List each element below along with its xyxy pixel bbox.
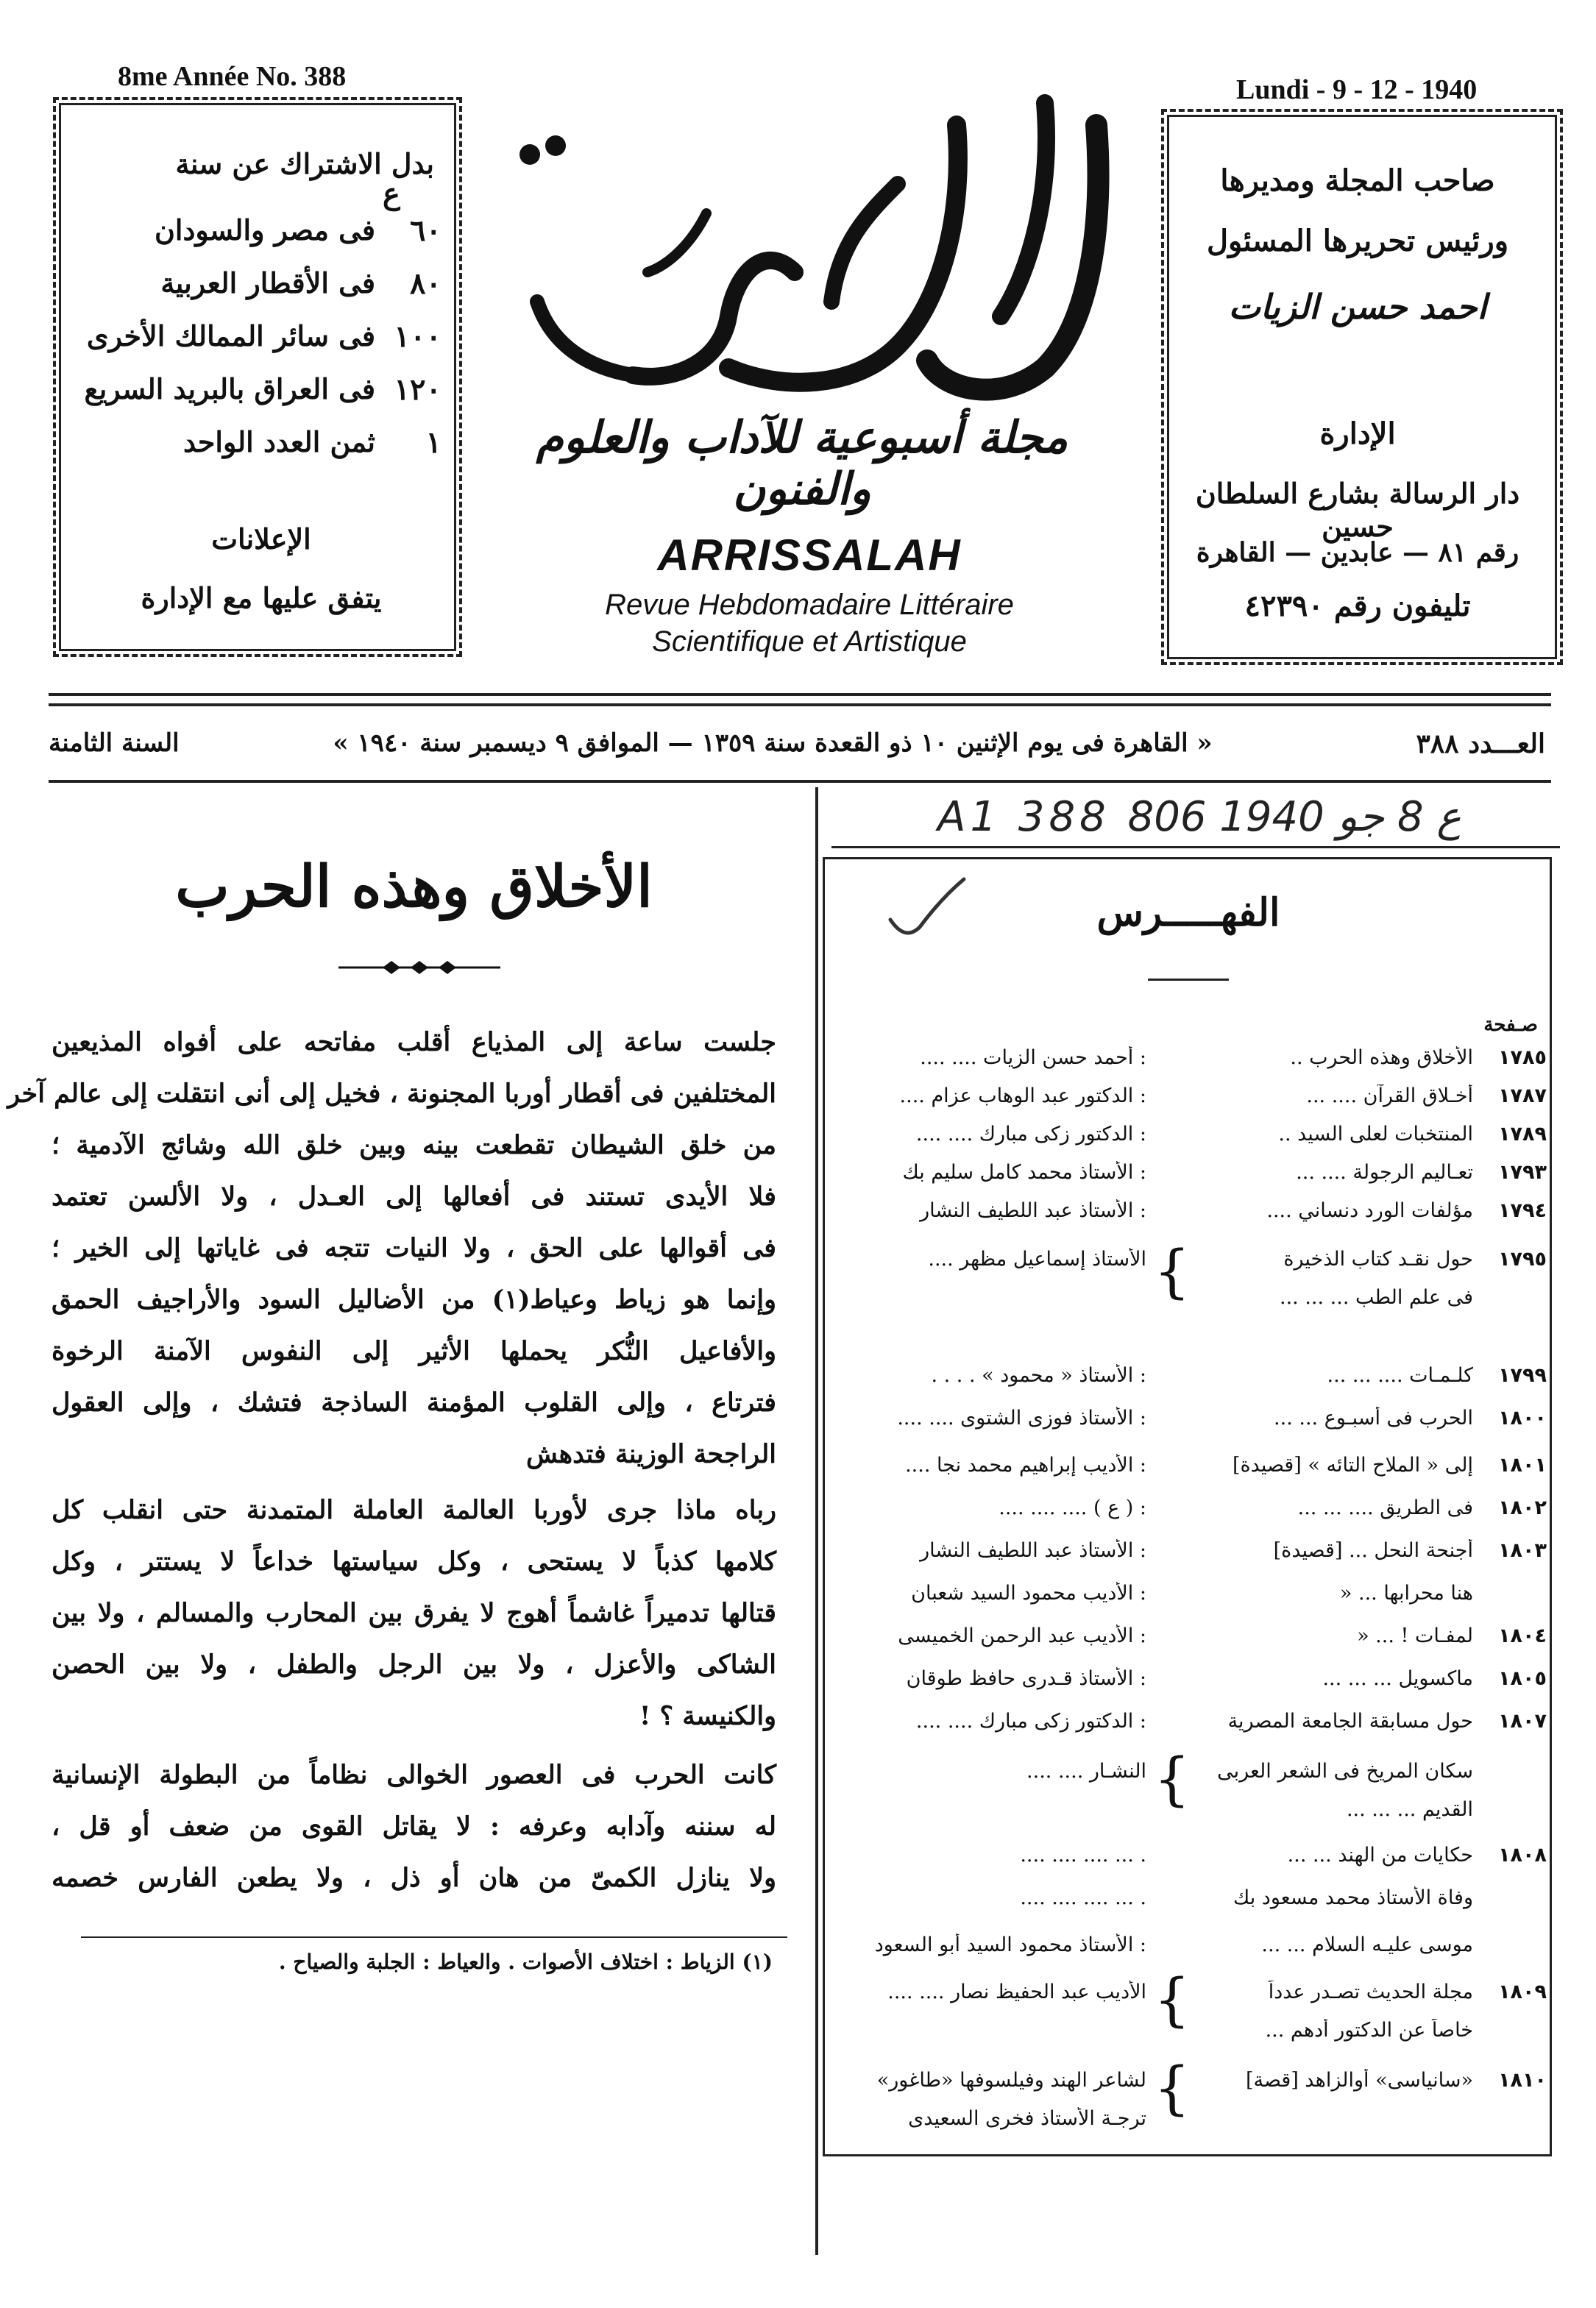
toc-title-rule bbox=[1148, 979, 1229, 981]
price-value: ٨٠ bbox=[410, 266, 441, 301]
toc-author: : الدكتور زكى مبارك .... .... bbox=[915, 1123, 1146, 1146]
toc-title-text: أجنحة النحل ... [قصيدة] bbox=[1273, 1539, 1473, 1562]
currency-symbol: ع bbox=[383, 177, 400, 211]
toc-page-number: ١٧٨٥ bbox=[1498, 1046, 1547, 1069]
ads-text: يتفق عليها مع الإدارة bbox=[141, 581, 382, 614]
admin-heading: الإدارة bbox=[1319, 416, 1396, 451]
toc-entry[interactable] bbox=[830, 1118, 1547, 1157]
date-fr-label: Lundi - 9 - 12 - 1940 bbox=[1236, 74, 1478, 105]
publisher-line1: صاحب المجلة ومديرها bbox=[1220, 163, 1495, 198]
toc-author: . ... .... .... .... bbox=[1020, 1886, 1146, 1909]
price-value: ٦٠ bbox=[410, 213, 441, 248]
toc-entry[interactable] bbox=[830, 1929, 1547, 1967]
toc-author: : الأستاذ « محمود » . . . . bbox=[931, 1364, 1146, 1387]
toc-brace: { bbox=[1154, 2056, 1191, 2122]
toc-title-text: أخـلاق القرآن .... ... bbox=[1306, 1084, 1473, 1107]
toc-title-text: الحرب فى أسبـوع ... ... bbox=[1274, 1407, 1473, 1430]
toc-entry[interactable] bbox=[830, 1449, 1547, 1488]
price-value: ١٢٠ bbox=[394, 372, 441, 407]
toc-page-number: ١٧٩٩ bbox=[1498, 1364, 1547, 1387]
address-line2: رقم ٨١ — عابدين — القاهرة bbox=[1196, 537, 1519, 568]
header-rule-top bbox=[49, 693, 1551, 696]
price-value: ١ bbox=[425, 425, 441, 460]
toc-title-text: إلى « الملاح التائه » [قصيدة] bbox=[1232, 1454, 1473, 1477]
toc-page-number: ١٨٠٢ bbox=[1498, 1496, 1547, 1519]
body-line: كانت الحرب فى العصور الخوالى نظاماً من البطولة الإنسانية bbox=[52, 1760, 776, 1790]
toc-page-number: ١٧٨٩ bbox=[1498, 1123, 1547, 1146]
logo-subtitle: مجلة أسبوعية للآداب والعلوم والفنون bbox=[536, 412, 1068, 515]
subscription-row bbox=[81, 213, 441, 260]
publisher-name: احمد حسن الزيات bbox=[1228, 287, 1487, 327]
title-latin: ARRISSALAH bbox=[657, 530, 962, 580]
body-line: فترتاع ، وإلى القلوب المؤمنة الساذجة فتشك ، وإلى العقول bbox=[52, 1388, 776, 1418]
toc-page-number: ١٨٠٤ bbox=[1498, 1625, 1547, 1647]
toc-entry[interactable] bbox=[830, 1402, 1547, 1441]
toc-title-text: هنا محرابها ... « bbox=[1339, 1582, 1473, 1605]
dateline-year: السنة الثامنة bbox=[49, 728, 180, 758]
toc-title-text: ماكسويل ... ... ... bbox=[1322, 1667, 1473, 1690]
body-line: جلست ساعة إلى المذياع أقلب مفاتحه على أفواه المذيعين bbox=[52, 1027, 776, 1057]
toc-author: : الدكتور زكى مبارك .... .... bbox=[915, 1710, 1146, 1733]
footnote-rule bbox=[81, 1936, 787, 1938]
body-line: الراجحة الوزينة فتدهش bbox=[526, 1439, 776, 1469]
toc-brace: { bbox=[1154, 1239, 1191, 1305]
toc-author: : الأديب عبد الرحمن الخميسى bbox=[898, 1625, 1146, 1647]
toc-title-text: سكان المريخ فى الشعر العربى bbox=[1217, 1760, 1473, 1783]
toc-title-text: فى علم الطب ... ... ... bbox=[1280, 1286, 1473, 1309]
toc-title-text: الأخلاق وهذه الحرب .. bbox=[1290, 1046, 1473, 1069]
price-label: فى العراق بالبريد السريع bbox=[84, 372, 375, 405]
subscription-rows bbox=[81, 213, 441, 486]
toc-author: : الأستاذ عبد اللطيف النشار bbox=[920, 1539, 1146, 1562]
dateline-issue: العـــدد ٣٨٨ bbox=[1416, 728, 1545, 759]
toc-title-text: مؤلفات الورد دنساني .... bbox=[1266, 1199, 1473, 1222]
body-line: فى أقوالها على الحق ، ولا النيات تتجه فى غاياتها إلى الخير ؛ bbox=[52, 1233, 776, 1263]
toc-title-text: وفاة الأستاذ محمد مسعود بك bbox=[1233, 1886, 1473, 1909]
toc-title-text: حول نقـد كتاب الذخيرة bbox=[1283, 1248, 1473, 1271]
subtitle-latin-2: Scientifique et Artistique bbox=[652, 625, 967, 658]
year-issue-label: 8me Année No. 388 bbox=[118, 61, 347, 92]
toc-entry[interactable] bbox=[830, 1882, 1547, 1920]
toc-author: النشـار .... .... bbox=[1026, 1760, 1146, 1783]
toc-entry[interactable] bbox=[830, 1157, 1547, 1195]
toc-author: : الأستاذ عبد اللطيف النشار bbox=[920, 1199, 1146, 1222]
toc-title-text: حكايات من الهند ... ... bbox=[1287, 1844, 1473, 1867]
price-label: فى مصر والسودان bbox=[155, 213, 375, 246]
address-line1: دار الرسالة بشارع السلطان حسين bbox=[1195, 477, 1520, 543]
toc-entry[interactable] bbox=[830, 1839, 1547, 1878]
toc-entry[interactable] bbox=[830, 1620, 1547, 1658]
price-label: فى الأقطار العربية bbox=[160, 266, 375, 299]
phone-line: تليفون رقم ٤٢٣٩٠ bbox=[1244, 589, 1471, 623]
price-label: فى سائر الممالك الأخرى bbox=[86, 319, 375, 352]
toc-author: : الدكتور عبد الوهاب عزام .... bbox=[899, 1084, 1146, 1107]
toc-entry[interactable] bbox=[830, 1080, 1547, 1118]
toc-title-text: تعـاليم الرجولة .... ... bbox=[1296, 1161, 1473, 1184]
toc-entry[interactable] bbox=[830, 1577, 1547, 1616]
subscription-row bbox=[81, 266, 441, 313]
ornament-divider bbox=[338, 956, 500, 979]
toc-page-number: ١٧٩٤ bbox=[1498, 1199, 1547, 1222]
dateline-rule bbox=[49, 780, 1551, 783]
subscription-row bbox=[81, 319, 441, 366]
toc-entry[interactable] bbox=[830, 1663, 1547, 1701]
body-line: من خلق الشيطان تقطعت بينه وبين خلق الله وشائج الآدمية ؛ bbox=[52, 1130, 776, 1160]
toc-author: . ... .... .... .... bbox=[1020, 1844, 1146, 1867]
toc-entry[interactable] bbox=[830, 1705, 1547, 1744]
toc-author: : أحمد حسن الزيات .... .... bbox=[920, 1046, 1146, 1069]
toc-title: الفهـــــرس bbox=[1096, 890, 1280, 935]
toc-title-text: القديم ... ... ... bbox=[1346, 1798, 1473, 1821]
body-line: والكنيسة ؟ ! bbox=[639, 1701, 776, 1731]
toc-page-number: ١٨٠٥ bbox=[1498, 1667, 1547, 1690]
article-title: الأخلاق وهذه الحرب bbox=[175, 853, 653, 920]
subtitle-latin-1: Revue Hebdomadaire Littéraire bbox=[605, 589, 1014, 621]
toc-entry[interactable] bbox=[830, 1492, 1547, 1530]
subscription-row bbox=[81, 425, 441, 472]
toc-page-number: ١٨١٠ bbox=[1498, 2069, 1547, 2092]
toc-entry[interactable] bbox=[830, 1042, 1547, 1080]
subscription-heading: بدل الاشتراك عن سنة bbox=[175, 147, 434, 180]
toc-title-text: لمفـات ! ... « bbox=[1357, 1625, 1473, 1647]
toc-author: : الأستاذ محمد كامل سليم بك bbox=[902, 1161, 1146, 1184]
toc-page-number: ١٨٠٣ bbox=[1498, 1539, 1547, 1562]
toc-author: الأستاذ إسماعيل مظهر .... bbox=[928, 1248, 1146, 1271]
toc-page-number: ١٧٩٣ bbox=[1498, 1161, 1547, 1184]
handwritten-note: A1 388 ع 8 جو 1940 806 bbox=[937, 793, 1461, 841]
body-line: فلا الأيدى تستند فى أفعالها إلى العـدل ، ولا الألسن تعتمد bbox=[52, 1182, 776, 1212]
toc-entry[interactable] bbox=[830, 1360, 1547, 1398]
toc-author: لشاعر الهند وفيلسوفها «طاغور» bbox=[876, 2069, 1146, 2092]
toc-title-text: فى الطريق .... ... ... bbox=[1297, 1496, 1473, 1519]
header-rule-bottom bbox=[49, 703, 1551, 706]
body-line: رباه ماذا جرى لأوربا العالمة العاملة المتمدنة حتى انقلب كل bbox=[52, 1495, 776, 1525]
toc-page-number: ١٧٨٧ bbox=[1498, 1084, 1547, 1107]
body-line: وإنما هو زياط وعياط(١) من الأضاليل السود والأراجيف الحمق bbox=[52, 1285, 777, 1315]
toc-page-heading: صـفحة bbox=[1483, 1014, 1538, 1036]
toc-title-text: مجلة الحديث تصـدر عدداً bbox=[1268, 1981, 1473, 2003]
toc-title-text: «سانياسى» أوالزاهد [قصة] bbox=[1245, 2069, 1473, 2092]
publisher-line2: ورئيس تحريرها المسئول bbox=[1206, 224, 1509, 258]
body-line: ولا ينازل الكمىّ من هان أو ذل ، ولا يطعن الفارس خصمه bbox=[52, 1863, 776, 1893]
toc-author: : الأستاذ محمود السيد أبو السعود bbox=[874, 1934, 1146, 1956]
column-divider bbox=[815, 787, 818, 2255]
price-value: ١٠٠ bbox=[394, 319, 441, 354]
body-line: المختلفين فى أقطار أوربا المجنونة ، فخيل إلى أنى انتقلت إلى عالم آخر bbox=[7, 1079, 776, 1109]
toc-author: : ( ع ) .... .... .... bbox=[999, 1496, 1146, 1519]
toc-title-text: خاصاً عن الدكتور أدهم ... bbox=[1265, 2019, 1473, 2042]
toc-author: ترجـة الأستاذ فخرى السعيدى bbox=[908, 2107, 1146, 2130]
toc-page-number: ١٧٩٥ bbox=[1498, 1248, 1547, 1271]
toc-brace: { bbox=[1154, 1747, 1191, 1813]
price-label: ثمن العدد الواحد bbox=[182, 425, 375, 458]
handwritten-underline bbox=[831, 846, 1560, 848]
footnote: (١) الزياط : اختلاف الأصوات . والعياط : الجلبة والصياح . bbox=[278, 1950, 773, 1974]
toc-entry[interactable] bbox=[830, 1535, 1547, 1573]
toc-page-number: ١٨٠٠ bbox=[1498, 1407, 1547, 1430]
toc-author: : الأستاذ فوزى الشتوى .... .... bbox=[897, 1407, 1146, 1430]
body-line: قتالها تدميراً غاشماً أهوج لا يفرق بين المحارب والمسالم ، ولا بين bbox=[52, 1598, 776, 1628]
toc-author: : الأديب محمود السيد شعبان bbox=[911, 1582, 1146, 1605]
toc-title-text: المنتخبات لعلى السيد .. bbox=[1278, 1123, 1473, 1146]
toc-page-number: ١٨٠٧ bbox=[1498, 1710, 1547, 1733]
body-line: والأفاعيل النُّكر يحملها الأثير إلى النفوس الآمنة الرخوة bbox=[52, 1336, 776, 1366]
body-line: له سننه وآدابه وعرفه : لا يقاتل القوى من ضعف أو قل ، bbox=[52, 1811, 776, 1842]
toc-brace: { bbox=[1154, 1967, 1191, 2034]
toc-author: الأديب عبد الحفيظ نصار .... .... bbox=[887, 1981, 1146, 2003]
toc-author: : الأستاذ قـدرى حافظ طوقان bbox=[906, 1667, 1146, 1690]
toc-page-number: ١٨٠٨ bbox=[1498, 1844, 1547, 1867]
toc-page-number: ١٨٠١ bbox=[1498, 1454, 1547, 1477]
body-line: كلامها كذباً لا يستحى ، وكل سياستها خداعاً لا يستتر ، وكل bbox=[52, 1547, 776, 1577]
subscription-row bbox=[81, 372, 441, 419]
toc-title-text: موسى عليـه السلام ... ... bbox=[1261, 1934, 1473, 1956]
ads-heading: الإعلانات bbox=[211, 522, 311, 555]
body-line: الشاكى والأعزل ، ولا بين الرجل والطفل ، ولا بين الحصن bbox=[52, 1650, 776, 1680]
logo-text bbox=[486, 110, 1148, 144]
dateline-date: « القاهرة فى يوم الإثنين ١٠ ذو القعدة سنة ١٣٥٩ — الموافق ٩ ديسمبر سنة ١٩٤٠ » bbox=[333, 728, 1213, 758]
toc-title-text: حول مسابقة الجامعة المصرية bbox=[1227, 1710, 1473, 1733]
toc-author: : الأديب إبراهيم محمد نجا .... bbox=[905, 1454, 1146, 1477]
toc-title-text: كلـمـات .... ... ... bbox=[1327, 1364, 1473, 1387]
toc-entry[interactable] bbox=[830, 1195, 1547, 1233]
toc-page-number: ١٨٠٩ bbox=[1498, 1981, 1547, 2003]
